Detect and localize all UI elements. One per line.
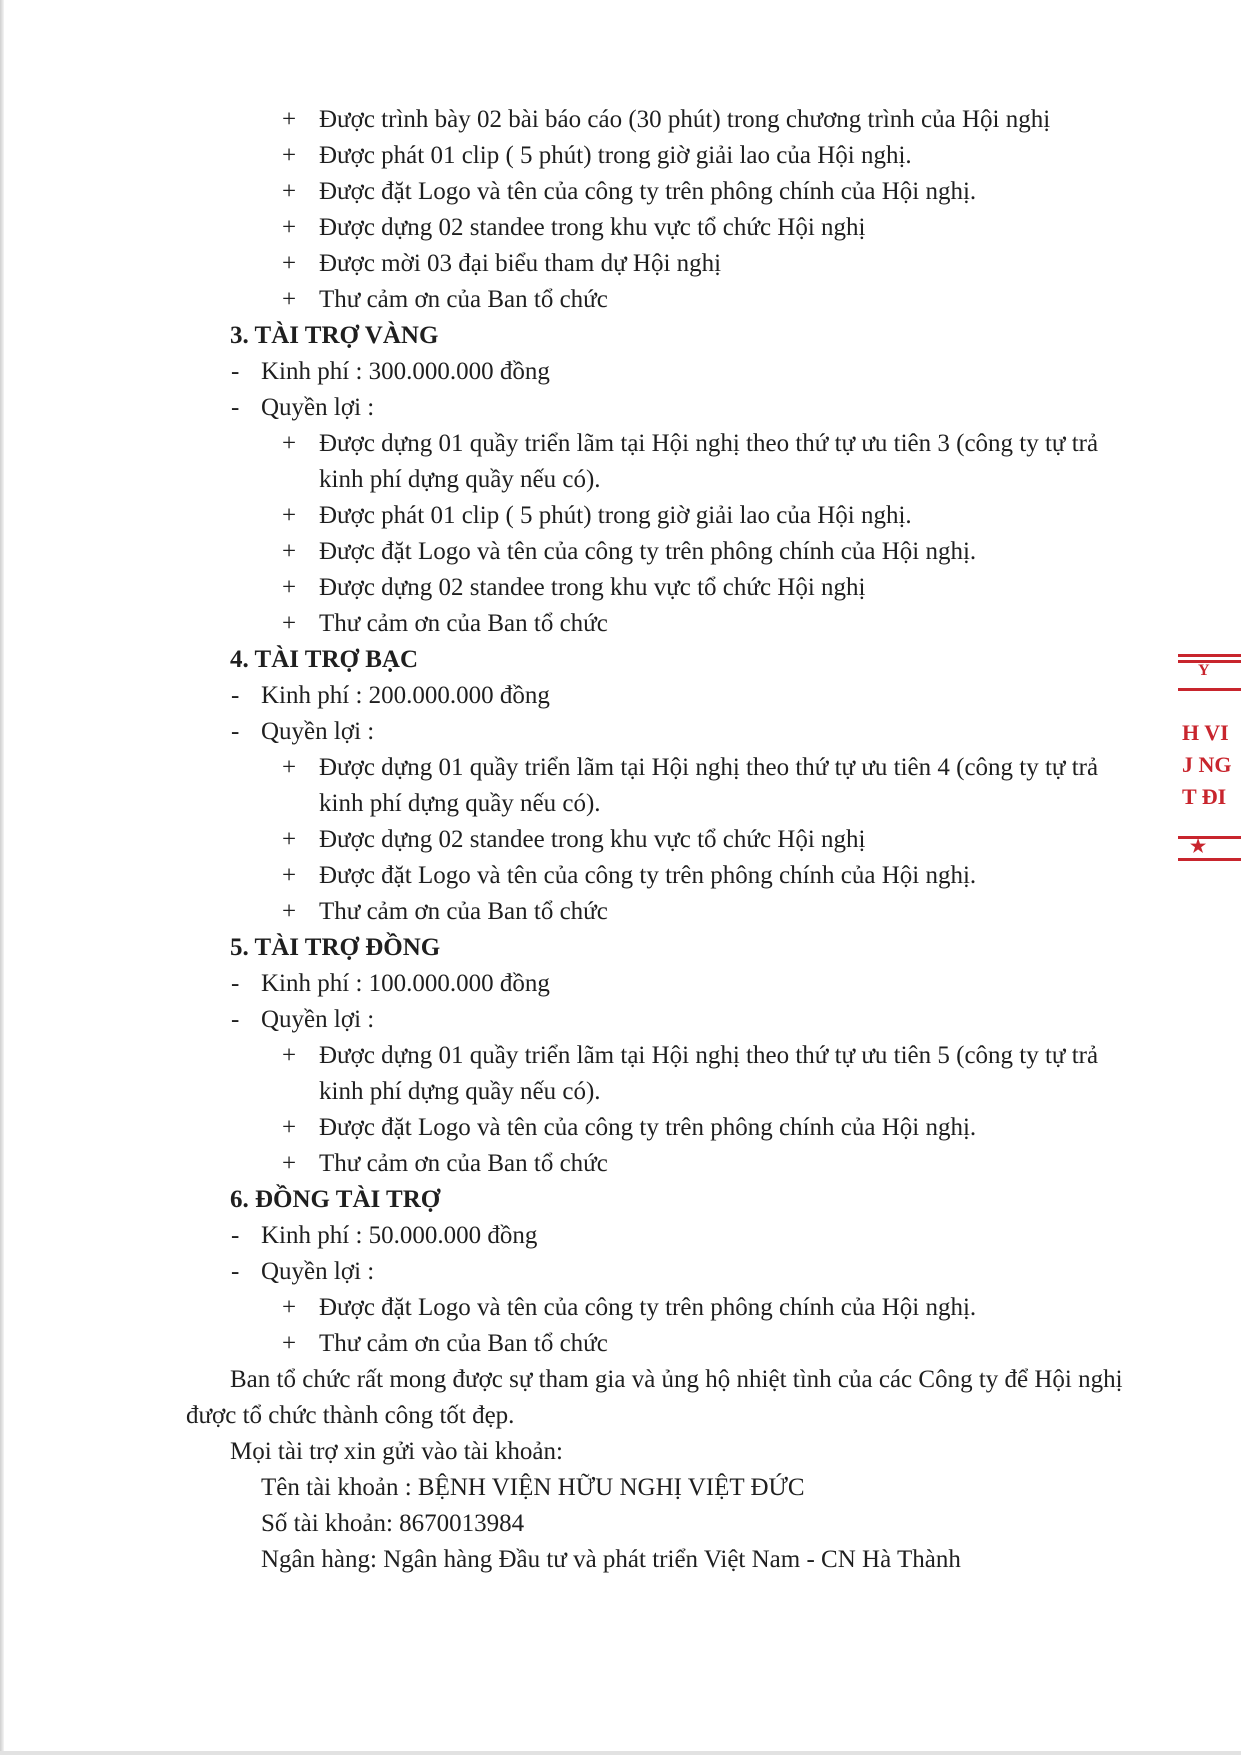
benefit-item: Được đặt Logo và tên của công ty trên phông chính của Hội nghị. [319,1114,977,1141]
benefit-item: Được dựng 01 quầy triển lãm tại Hội nghị theo thứ tự ưu tiên 3 (công ty tự trả [319,430,1099,457]
seal-star-icon: ★ [1190,836,1207,856]
benefit-item: Được mời 03 đại biểu tham dự Hội nghị [319,250,722,277]
plus-bullet: + [282,1294,297,1321]
section-title: 6. ĐỒNG TÀI TRỢ [230,1186,441,1213]
section-title: 5. TÀI TRỢ ĐỒNG [230,934,441,961]
seal-ring-line [1178,654,1241,657]
benefit-item-continued: kinh phí dựng quầy nếu có). [319,790,601,817]
seal-ring-line [1178,688,1241,691]
seal-text: T ĐI [1182,784,1227,809]
plus-bullet: + [282,430,297,457]
rights-label: Quyền lợi : [261,1258,375,1285]
plus-bullet: + [282,862,297,889]
red-seal-partial [1170,640,1241,870]
dash-bullet: - [231,970,240,997]
plus-bullet: + [282,286,297,313]
benefit-item: Được dựng 02 standee trong khu vực tổ chức Hội nghị [319,214,866,241]
benefit-item: Được đặt Logo và tên của công ty trên phông chính của Hội nghị. [319,178,977,205]
plus-bullet: + [282,538,297,565]
benefit-item: Được đặt Logo và tên của công ty trên phông chính của Hội nghị. [319,1294,977,1321]
plus-bullet: + [282,214,297,241]
fee-line: Kinh phí : 300.000.000 đồng [261,358,550,385]
closing-line: được tổ chức thành công tốt đẹp. [186,1402,515,1429]
seal-text: J NG [1182,752,1232,777]
benefit-item: Được dựng 01 quầy triển lãm tại Hội nghị theo thứ tự ưu tiên 4 (công ty tự trả [319,754,1099,781]
dash-bullet: - [231,718,240,745]
plus-bullet: + [282,1042,297,1069]
dash-bullet: - [231,1006,240,1033]
benefit-item-continued: kinh phí dựng quầy nếu có). [319,1078,601,1105]
scan-bottom-edge [0,1751,1241,1755]
fee-line: Kinh phí : 50.000.000 đồng [261,1222,538,1249]
rights-label: Quyền lợi : [261,1006,375,1033]
benefit-item: Được dựng 02 standee trong khu vực tổ chức Hội nghị [319,574,866,601]
rights-label: Quyền lợi : [261,718,375,745]
account-number: Số tài khoản: 8670013984 [261,1510,525,1537]
plus-bullet: + [282,106,297,133]
benefit-item: Thư cảm ơn của Ban tổ chức [319,1150,608,1177]
benefit-item: Được đặt Logo và tên của công ty trên phông chính của Hội nghị. [319,538,977,565]
plus-bullet: + [282,142,297,169]
plus-bullet: + [282,574,297,601]
rights-label: Quyền lợi : [261,394,375,421]
scan-left-edge [0,0,4,1755]
benefit-item: Được đặt Logo và tên của công ty trên phông chính của Hội nghị. [319,862,977,889]
closing-line: Ban tổ chức rất mong được sự tham gia và ủng hộ nhiệt tình của các Công ty để Hội nghị [230,1366,1123,1393]
plus-bullet: + [282,826,297,853]
plus-bullet: + [282,1114,297,1141]
benefit-item: Được phát 01 clip ( 5 phút) trong giờ giải lao của Hội nghị. [319,142,912,169]
plus-bullet: + [282,1150,297,1177]
benefit-item: Thư cảm ơn của Ban tổ chức [319,1330,608,1357]
seal-text: Y [1198,662,1210,679]
seal-text: H VI [1182,720,1229,745]
seal-ring-line [1178,858,1241,861]
plus-bullet: + [282,610,297,637]
account-name: Tên tài khoản : BỆNH VIỆN HỮU NGHỊ VIỆT ĐỨC [261,1474,805,1501]
plus-bullet: + [282,1330,297,1357]
dash-bullet: - [231,1258,240,1285]
plus-bullet: + [282,502,297,529]
plus-bullet: + [282,250,297,277]
benefit-item: Thư cảm ơn của Ban tổ chức [319,898,608,925]
benefit-item: Thư cảm ơn của Ban tổ chức [319,286,608,313]
plus-bullet: + [282,178,297,205]
dash-bullet: - [231,358,240,385]
dash-bullet: - [231,682,240,709]
benefit-item: Được dựng 01 quầy triển lãm tại Hội nghị theo thứ tự ưu tiên 5 (công ty tự trả [319,1042,1099,1069]
fee-line: Kinh phí : 100.000.000 đồng [261,970,550,997]
section-title: 3. TÀI TRỢ VÀNG [230,322,439,349]
benefit-item: Được trình bày 02 bài báo cáo (30 phút) trong chương trình của Hội nghị [319,106,1051,133]
plus-bullet: + [282,898,297,925]
fee-line: Kinh phí : 200.000.000 đồng [261,682,550,709]
dash-bullet: - [231,1222,240,1249]
benefit-item: Được phát 01 clip ( 5 phút) trong giờ giải lao của Hội nghị. [319,502,912,529]
seal-ring-line [1178,836,1241,839]
account-intro: Mọi tài trợ xin gửi vào tài khoản: [230,1438,563,1465]
plus-bullet: + [282,754,297,781]
dash-bullet: - [231,394,240,421]
bank-name: Ngân hàng: Ngân hàng Đầu tư và phát triển Việt Nam - CN Hà Thành [261,1546,961,1573]
benefit-item-continued: kinh phí dựng quầy nếu có). [319,466,601,493]
benefit-item: Được dựng 02 standee trong khu vực tổ chức Hội nghị [319,826,866,853]
section-title: 4. TÀI TRỢ BẠC [230,646,419,673]
benefit-item: Thư cảm ơn của Ban tổ chức [319,610,608,637]
